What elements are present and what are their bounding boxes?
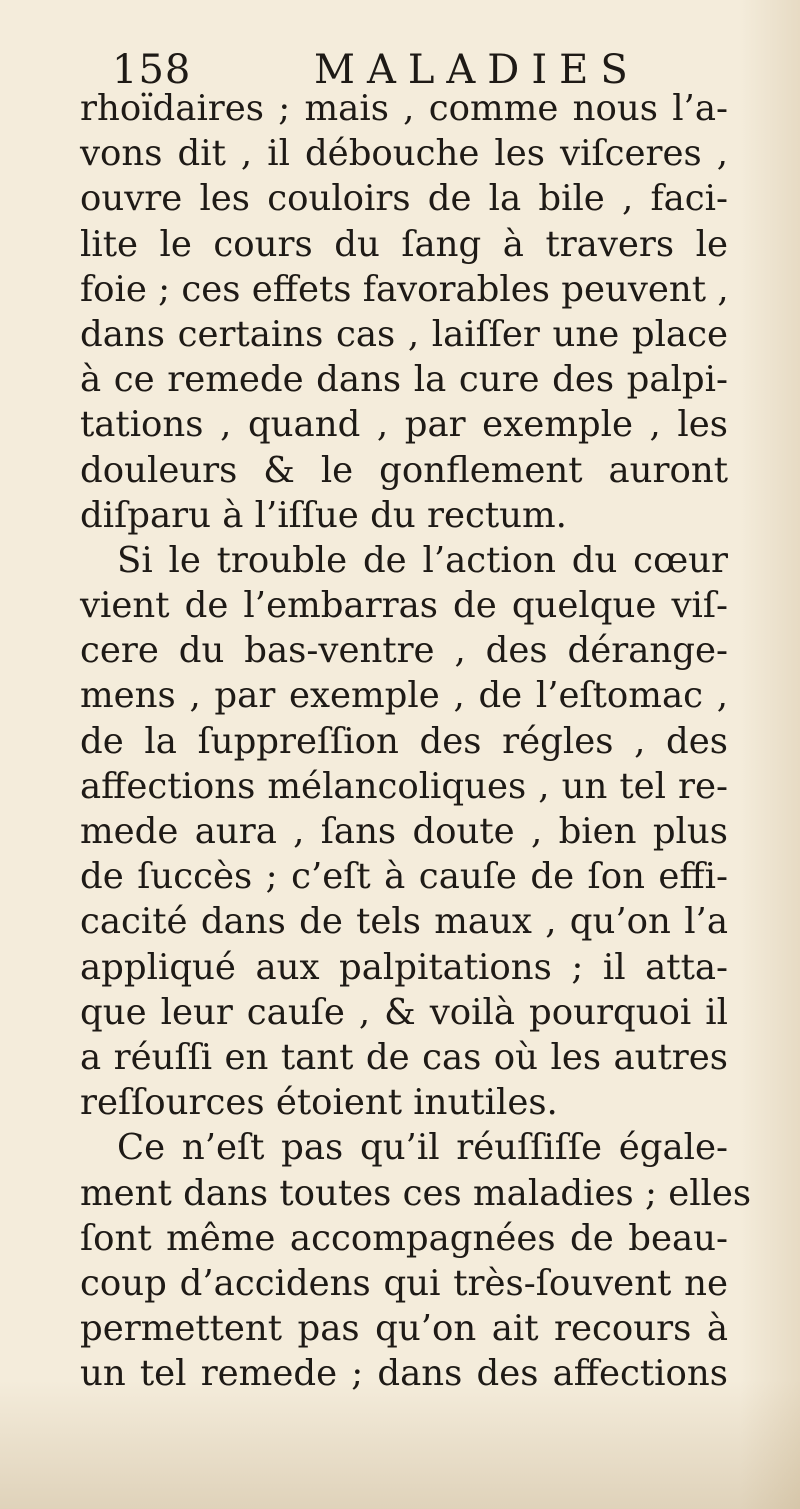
paragraph-2 (80, 538, 728, 1125)
text-line: reſſources étoient inutiles. (80, 1082, 558, 1124)
text-line: mens , par exemple , de l’eſtomac , (80, 675, 728, 717)
text-line: dans certains cas , laiſſer une place (80, 313, 728, 355)
page-number: 158 (112, 47, 192, 93)
text-line: mede aura , ſans doute , bien plus (80, 811, 728, 852)
text-line: douleurs & le gonflement auront (80, 449, 728, 491)
text-line: permettent pas qu’on ait recours à (80, 1308, 728, 1350)
text-line: coup d’accidens qui très-ſouvent ne (80, 1262, 728, 1304)
text-line: tations , quand , par exemple , les (80, 404, 728, 446)
text-line: de ſuccès ; c’eſt à cauſe de ſon effi- (80, 856, 728, 898)
paragraph-3 (80, 1125, 752, 1396)
text-line: Ce n’eſt pas qu’il réuſſiſſe égale- (117, 1127, 728, 1169)
text-line: appliqué aux palpitations ; il atta- (80, 946, 728, 988)
paragraph-1 (80, 86, 728, 538)
text-line: rhoïdaires ; mais , comme nous l’a- (80, 88, 728, 129)
text-line: un tel remede ; dans des affections (80, 1353, 728, 1395)
text-line: affections mélancoliques , un tel re- (80, 765, 728, 807)
text-line: cere du bas-ventre , des dérange- (80, 630, 728, 672)
text-line: ouvre les couloirs de la bile , faci- (80, 178, 728, 220)
text-line: cacité dans de tels maux , qu’on l’a (80, 901, 728, 943)
text-line: ſont même accompagnées de beau- (80, 1217, 728, 1259)
text-line: à ce remede dans la cure des palpi- (80, 359, 728, 401)
text-line: ment dans toutes ces maladies ; elles (80, 1172, 752, 1214)
text-line: vons dit , il débouche les viſceres , (80, 133, 728, 175)
body-text (80, 86, 752, 1396)
text-line: que leur cauſe , & voilà pourquoi il (80, 991, 728, 1033)
text-line: foie ; ces effets favorables peuvent , (80, 268, 729, 310)
text-line: diſparu à l’iſſue du rectum. (80, 494, 567, 536)
running-title: MALADIES (314, 47, 640, 93)
text-line: a réuſſi en tant de cas où les autres (80, 1036, 728, 1078)
text-line: lite le cours du ſang à travers le (80, 223, 728, 265)
text-line: vient de l’embarras de quelque viſ- (80, 585, 728, 627)
text-line: Si le trouble de l’action du cœur (117, 539, 728, 581)
text-line: de la ſuppreſſion des régles , des (80, 720, 728, 762)
